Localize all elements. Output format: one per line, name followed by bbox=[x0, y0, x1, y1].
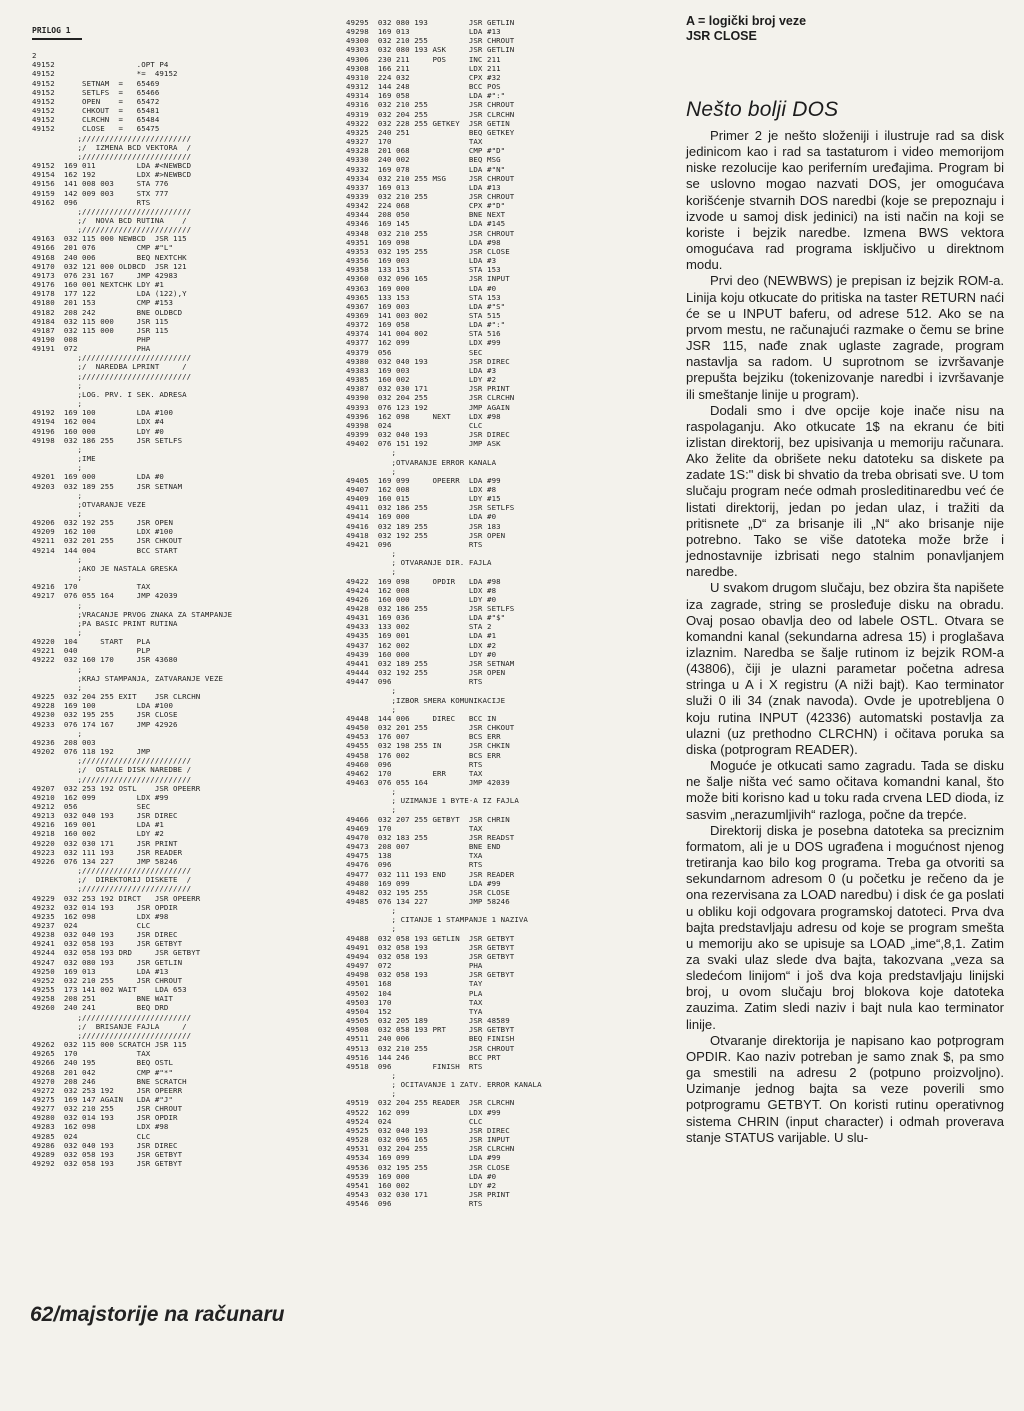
code-line: ; CITANJE 1 STAMPANJE 1 NAZIVA bbox=[346, 915, 528, 925]
code-line: 49241 032 058 193 JSR GETBYT bbox=[32, 939, 183, 949]
code-line: 49473 208 007 BNE END bbox=[346, 842, 501, 852]
code-line: 49223 032 111 193 JSR READER bbox=[32, 847, 183, 857]
code-line: 49300 032 210 255 JSR CHROUT bbox=[346, 36, 515, 46]
code-line: ;KRAJ STAMPANJA, ZATVARANJE VEZE bbox=[32, 673, 224, 683]
code-line: 49314 169 058 LDA #":" bbox=[346, 91, 506, 101]
code-line: ; bbox=[32, 600, 83, 610]
code-line: ;/ NAREDBA LPRINT / bbox=[32, 362, 187, 372]
code-line: 49353 032 195 255 JSR CLOSE bbox=[346, 246, 510, 256]
code-line: 49298 169 013 LDA #13 bbox=[346, 27, 501, 37]
code-line: 49255 173 141 002 WAIT LDA 653 bbox=[32, 985, 187, 995]
code-line: 49275 169 147 AGAIN LDA #"J" bbox=[32, 1094, 174, 1104]
code-line: 49455 032 198 255 IN JSR CHKIN bbox=[346, 741, 510, 751]
code-line: ;/ IZMENA BCD VEKTORA / bbox=[32, 142, 192, 152]
article-column bbox=[686, 14, 1004, 1146]
code-line: 49308 166 211 LDX 211 bbox=[346, 63, 501, 73]
code-line: 49546 096 RTS bbox=[346, 1199, 483, 1209]
code-line: 49488 032 058 193 GETLIN JSR GETBYT bbox=[346, 933, 515, 943]
code-line: ; bbox=[32, 380, 83, 390]
code-line: 49310 224 032 CPX #32 bbox=[346, 72, 501, 82]
code-line: 49306 230 211 POS INC 211 bbox=[346, 54, 501, 64]
article-paragraph: Dodali smo i dve opcije koje inače nisu na raspolaganju. Ako otkucate 1$ na ekranu će biti izlistan direktorij, bez upisivanja u memoriju računara. Ako želite da obrišete neku datoteku sa diskete pa zadate 1S:" disk bi shvatio da treba obrisati sve. U tom slučaju program neće odmah prosleditinaredbu već će listati direktorij, jedan po jedan ulaz, i tražiti da pritisnete „D“ za brisanje ili „N“ ako brisanje nije potrebno. Tako se više datoteka može brže i jednostavnije izbrisati nego stalnim ponavljanjem naredbe. bbox=[686, 402, 1004, 580]
code-line: 49411 032 186 255 JSR SETLFS bbox=[346, 503, 515, 513]
code-line: 49351 169 098 LDA #98 bbox=[346, 237, 501, 247]
code-line: 49501 168 TAY bbox=[346, 979, 483, 989]
code-line: 49213 032 040 193 JSR DIREC bbox=[32, 811, 178, 821]
code-line: 49393 076 123 192 JMP AGAIN bbox=[346, 402, 510, 412]
code-line: 49152 CLRCHN = 65484 bbox=[32, 115, 160, 125]
code-line: 49266 240 195 BEQ OSTL bbox=[32, 1058, 174, 1068]
code-line: 49447 096 RTS bbox=[346, 677, 483, 687]
listing-title: PRILOG 1 bbox=[32, 26, 71, 35]
code-line: 49312 144 248 BCC POS bbox=[346, 82, 501, 92]
code-line: 49462 170 ERR TAX bbox=[346, 768, 483, 778]
code-line: 49180 201 153 CMP #153 bbox=[32, 298, 174, 308]
code-line: 2 bbox=[32, 51, 37, 61]
code-line: ; bbox=[346, 448, 397, 458]
code-line: 49268 201 042 CMP #"*" bbox=[32, 1067, 174, 1077]
code-line: ;/ OSTALE DISK NAREDBE / bbox=[32, 765, 192, 775]
code-line: 49469 170 TAX bbox=[346, 823, 483, 833]
code-line: 49258 208 251 BNE WAIT bbox=[32, 994, 174, 1004]
code-line: ;VRACANJE PRVOG ZNAKA ZA STAMPANJE bbox=[32, 609, 233, 619]
code-line: 49152 SETLFS = 65466 bbox=[32, 87, 160, 97]
code-line: 49156 141 008 003 STA 776 bbox=[32, 179, 169, 189]
code-line: 49152 OPEN = 65472 bbox=[32, 96, 160, 106]
code-line: 49170 032 121 000 OLDBCD JSR 121 bbox=[32, 261, 187, 271]
code-line: 49475 138 TXA bbox=[346, 851, 483, 861]
article-paragraph: Otvaranje direktorija je napisano kao potprogram OPDIR. Kao naziv potreban je samo znak $, pa smo ga smestili na adresu 2 (potpuno proizvoljno). Uzimanje jednog bajta sa veze poverili smo potprogramu GETBYT. On koristi rutinu operativnog sistema CHRIN (input character) i odmah proverava stanje STATUS varijable. U slu- bbox=[686, 1032, 1004, 1145]
code-line: ;/ NOVA BCD RUTINA / bbox=[32, 215, 187, 225]
code-line: 49325 240 251 BEQ GETKEY bbox=[346, 127, 515, 137]
code-line: 49374 141 004 002 STA 516 bbox=[346, 329, 501, 339]
code-line: ;//////////////////////// bbox=[32, 151, 192, 161]
code-line: ; bbox=[346, 805, 397, 815]
code-line: 49534 169 099 LDA #99 bbox=[346, 1153, 501, 1163]
code-line: 49482 032 195 255 JSR CLOSE bbox=[346, 887, 510, 897]
code-line: 49372 169 058 LDA #":" bbox=[346, 320, 506, 330]
code-line: 49210 162 099 LDX #99 bbox=[32, 792, 169, 802]
code-line: 49508 032 058 193 PRT JSR GETBYT bbox=[346, 1025, 515, 1035]
code-line: 49431 169 036 LDA #"$" bbox=[346, 613, 506, 623]
code-line: ;//////////////////////// bbox=[32, 774, 192, 784]
code-line: 49173 076 231 167 JMP 42983 bbox=[32, 270, 178, 280]
code-line: ; bbox=[346, 549, 397, 559]
code-line: 49422 169 098 OPDIR LDA #98 bbox=[346, 576, 501, 586]
code-line: 49543 032 030 171 JSR PRINT bbox=[346, 1190, 510, 1199]
code-line: 49409 160 015 LDY #15 bbox=[346, 494, 501, 504]
code-line: 49166 201 076 CMP #"L" bbox=[32, 243, 174, 253]
code-line: 49247 032 080 193 JSR GETLIN bbox=[32, 957, 183, 967]
code-line: 49414 169 000 LDA #0 bbox=[346, 512, 497, 522]
code-line: 49152 .OPT P4 bbox=[32, 60, 169, 70]
code-line: 49539 169 000 LDA #0 bbox=[346, 1171, 497, 1181]
code-line: 49531 032 204 255 JSR CLRCHN bbox=[346, 1144, 515, 1154]
code-line: 49518 096 FINISH RTS bbox=[346, 1061, 483, 1071]
code-line: 49270 208 246 BNE SCRATCH bbox=[32, 1076, 187, 1086]
code-line: ; bbox=[32, 490, 83, 500]
code-line: ;//////////////////////// bbox=[32, 1030, 192, 1040]
code-line: 49339 032 210 255 JSR CHROUT bbox=[346, 191, 515, 201]
code-line: 49424 162 008 LDX #8 bbox=[346, 585, 497, 595]
code-line: 49206 032 192 255 JSR OPEN bbox=[32, 518, 174, 528]
code-line: ;PA BASIC PRINT RUTINA bbox=[32, 618, 178, 628]
code-line: 49216 169 001 LDA #1 bbox=[32, 820, 164, 830]
article-body bbox=[686, 128, 1004, 1146]
code-line: 49528 032 096 165 JSR INPUT bbox=[346, 1135, 510, 1145]
code-line: 49159 142 009 003 STX 777 bbox=[32, 188, 169, 198]
code-line: 49522 162 099 LDX #99 bbox=[346, 1107, 501, 1117]
code-line: 49390 032 204 255 JSR CLRCHN bbox=[346, 393, 515, 403]
note-line-2: JSR CLOSE bbox=[686, 29, 757, 43]
code-line: 49316 032 210 255 JSR CHROUT bbox=[346, 100, 515, 110]
code-line: 49216 170 TAX bbox=[32, 582, 151, 592]
code-line: 49504 152 TYA bbox=[346, 1006, 483, 1016]
code-line: 49383 169 003 LDA #3 bbox=[346, 365, 497, 375]
note-line-1: A = logički broj veze bbox=[686, 14, 807, 28]
code-line: ;//////////////////////// bbox=[32, 884, 192, 894]
code-line: 49426 160 000 LDY #0 bbox=[346, 594, 497, 604]
code-line: 49379 056 SEC bbox=[346, 347, 483, 357]
code-line: 49480 169 099 LDA #99 bbox=[346, 878, 501, 888]
code-line: 49498 032 058 193 JSR GETBYT bbox=[346, 970, 515, 980]
code-line: ; UZIMANJE 1 BYTE-A IZ FAJLA bbox=[346, 796, 519, 806]
code-line: 49232 032 014 193 JSR OPDIR bbox=[32, 902, 178, 912]
code-line: ; bbox=[32, 463, 83, 473]
code-line: 49235 162 098 LDX #98 bbox=[32, 911, 169, 921]
code-line: 49191 072 PHA bbox=[32, 344, 151, 354]
code-line: 49207 032 253 192 OSTL JSR OPEERR bbox=[32, 783, 201, 793]
code-line: 49237 024 CLC bbox=[32, 921, 151, 930]
code-line: 49453 176 007 BCS ERR bbox=[346, 732, 501, 742]
code-line: 49463 076 055 164 JMP 42039 bbox=[346, 777, 510, 787]
code-line: ; bbox=[346, 466, 397, 476]
code-line: 49491 032 058 193 JSR GETBYT bbox=[346, 942, 515, 952]
code-line: ;//////////////////////// bbox=[32, 756, 192, 766]
code-line: 49178 177 122 LDA (122),Y bbox=[32, 289, 187, 299]
middle-code-listing bbox=[346, 18, 646, 1208]
code-line: 49342 224 068 CPX #"D" bbox=[346, 201, 506, 211]
code-line: 49477 032 111 193 END JSR READER bbox=[346, 869, 515, 879]
code-line: 49217 076 055 164 JMP 42039 bbox=[32, 591, 178, 601]
code-line: 49525 032 040 193 JSR DIREC bbox=[346, 1125, 510, 1135]
code-line: 49152 CLOSE = 65475 bbox=[32, 124, 160, 134]
code-line: 49322 032 228 255 GETKEY JSR GETIN bbox=[346, 118, 510, 128]
code-line: 49221 040 PLP bbox=[32, 646, 151, 656]
code-line: 49334 032 210 255 MSG JSR CHROUT bbox=[346, 173, 515, 183]
code-line: ;/ DIREKTORIJ DISKETE / bbox=[32, 875, 192, 885]
code-line: 49285 024 CLC bbox=[32, 1131, 151, 1141]
code-line: 49163 032 115 000 NEWBCD JSR 115 bbox=[32, 234, 187, 244]
code-line: 49228 169 100 LDA #100 bbox=[32, 701, 174, 711]
code-line: 49265 170 TAX bbox=[32, 1049, 151, 1059]
code-line: 49303 032 080 193 ASK JSR GETLIN bbox=[346, 45, 515, 55]
page-footer: 62/majstorije na računaru bbox=[30, 1303, 285, 1326]
article-paragraph: Direktorij diska je posebna datoteka sa preciznim formatom, ali je u DOS ugrađena i mogućnost njenog tretiranja kao bilo kog programa. Treba ga otvoriti sa sekundarnom adresom 0 (u početku je rečeno da je ona rezervisana za LOAD naredbu) i disk će ga poslati u obliku koji odgovara programskoj datoteci. Prva dva bajta predstavljaju adresu od koje se program smešta u memoriju ako se upisuje sa LOAD „ime“,8,1. Zatim za svaki ulaz slede dva bajta, takozvana „veza sa sledećom linijom“ i još dva koja predstavljaju linijski broj, u ovom slučaju broj blokova koje datoteka zauzima. Zatim sledi naziv i bajt nula kao terminator linije. bbox=[686, 822, 1004, 1032]
code-line: 49494 032 058 193 JSR GETBYT bbox=[346, 951, 515, 961]
code-line: 49502 104 PLA bbox=[346, 988, 483, 998]
code-line: 49230 032 195 255 JSR CLOSE bbox=[32, 710, 178, 720]
code-line: 49439 160 000 LDY #0 bbox=[346, 649, 497, 659]
code-line: 49187 032 115 000 JSR 115 bbox=[32, 325, 169, 335]
code-line: 49380 032 040 193 JSR DIREC bbox=[346, 356, 510, 366]
code-line: ;//////////////////////// bbox=[32, 371, 192, 381]
code-line: 49466 032 207 255 GETBYT JSR CHRIN bbox=[346, 814, 510, 824]
code-line: 49416 032 189 255 JSR 183 bbox=[346, 521, 501, 531]
code-line: 49385 160 002 LDY #2 bbox=[346, 375, 497, 385]
left-code-listing bbox=[32, 42, 332, 1168]
code-line: ; bbox=[32, 508, 83, 518]
code-line: 49192 169 100 LDA #100 bbox=[32, 408, 174, 418]
code-line: 49524 024 CLC bbox=[346, 1116, 483, 1126]
code-line: 49292 032 058 193 JSR GETBYT bbox=[32, 1159, 183, 1169]
code-line: 49152 169 011 LDA #<NEWBCD bbox=[32, 161, 192, 171]
article-paragraph: U svakom drugom slučaju, bez obzira šta napišete iza zagrade, string se prosleđuje disku na obradu. Ovaj posao obavlja deo od labele OSTL. Otvara se komandni kanal (sekundarna adresa 15) i proglašava izlaznim. Naredba se šalje rutinom iz bejzik ROM-a (43806), čiji je ulazni parametar početna adresa stringa u A i X registru (A niži bajt). Kao terminator služi 0 ili 34 (znak navoda). Ovde je upotrebljena 0 koju rutina INPUT (42336) automatski postavlja za ulazni (uz prethodno CLRCHN) i očitava poruka sa diska (potprogram READER). bbox=[686, 580, 1004, 757]
code-line: 49536 032 195 255 JSR CLOSE bbox=[346, 1162, 510, 1172]
code-line: 49152 CHKOUT = 65481 bbox=[32, 106, 160, 116]
code-line: 49369 141 003 002 STA 515 bbox=[346, 311, 501, 320]
code-line: 49330 240 002 BEQ MSG bbox=[346, 155, 501, 165]
code-line: 49319 032 204 255 JSR CLRCHN bbox=[346, 109, 515, 119]
code-line: 49513 032 210 255 JSR CHROUT bbox=[346, 1043, 515, 1053]
code-line: 49250 169 013 LDA #13 bbox=[32, 966, 169, 976]
code-line: 49377 162 099 LDX #99 bbox=[346, 338, 501, 348]
code-line: 49152 SETNAM = 65469 bbox=[32, 78, 160, 88]
code-line: 49220 104 START PLA bbox=[32, 637, 151, 647]
code-line: 49202 076 118 192 JMP bbox=[32, 747, 151, 757]
code-line: ; bbox=[346, 1070, 397, 1080]
code-line: 49444 032 192 255 JSR OPEN bbox=[346, 668, 506, 678]
code-line: ; bbox=[32, 554, 83, 564]
code-line: 49277 032 210 255 JSR CHROUT bbox=[32, 1104, 183, 1114]
code-line: 49428 032 186 255 JSR SETLFS bbox=[346, 604, 515, 613]
code-line: ; bbox=[346, 686, 397, 696]
code-line: 49399 032 040 193 JSR DIREC bbox=[346, 430, 510, 440]
code-line: ;//////////////////////// bbox=[32, 1012, 192, 1022]
code-line: ; bbox=[346, 567, 397, 577]
code-line: ; bbox=[346, 704, 397, 714]
code-line: 49152 *= 49152 bbox=[32, 69, 178, 79]
code-line: 49332 169 078 LDA #"N" bbox=[346, 164, 506, 174]
code-line: 49433 133 002 STA 2 bbox=[346, 622, 492, 632]
code-line: 49396 162 098 NEXT LDX #98 bbox=[346, 411, 501, 421]
code-line: 49280 032 014 193 JSR OPDIR bbox=[32, 1113, 178, 1123]
code-line: ;LOG. PRV. I SEK. ADRESA bbox=[32, 389, 187, 399]
code-line: 49407 162 008 LDX #8 bbox=[346, 484, 497, 494]
code-line: 49260 240 241 BEQ DRD bbox=[32, 1003, 169, 1013]
code-line: 49154 162 192 LDX #>NEWBCD bbox=[32, 170, 192, 180]
code-line: 49497 072 PHA bbox=[346, 961, 483, 971]
code-line: 49252 032 210 255 JSR CHROUT bbox=[32, 975, 183, 985]
code-line: 49222 032 160 170 JSR 43680 bbox=[32, 655, 178, 665]
code-line: 49405 169 099 OPEERR LDA #99 bbox=[346, 475, 501, 485]
code-line: 49365 133 153 STA 153 bbox=[346, 292, 501, 302]
code-line: 49218 160 002 LDY #2 bbox=[32, 829, 164, 839]
code-line: ; bbox=[32, 628, 83, 637]
code-line: ; bbox=[32, 682, 83, 692]
code-line: 49225 032 204 255 EXIT JSR CLRCHN bbox=[32, 692, 201, 702]
code-line: 49209 162 100 LDX #100 bbox=[32, 527, 174, 537]
article-paragraph: Primer 2 je nešto složeniji i ilustruje rad sa disk jedinicom kao i rad sa tastaturom i video memorijom niske rezolucije kao periferním uređajima. Program bi se uslovno mogao nazvati DOS, jer omogućava korišćenje stvarnih DOS naredbi (koje se prepoznaju i izvode u samoj disk jedinici) na isti način na koji se koriste i bejzik naredbe. Izmena BWS vektora omogućava rad programa isključivo u direktnom modu. bbox=[686, 128, 1004, 273]
code-line: 49516 144 246 BCC PRT bbox=[346, 1052, 501, 1062]
code-line: 49190 008 PHP bbox=[32, 335, 151, 344]
code-line: ; OCITAVANJE 1 ZATV. ERROR KANALA bbox=[346, 1080, 542, 1090]
code-line: 49458 176 002 BCS ERR bbox=[346, 750, 501, 760]
code-line: 49398 024 CLC bbox=[346, 420, 483, 430]
code-line: ; bbox=[32, 664, 83, 674]
code-line: 49503 170 TAX bbox=[346, 997, 483, 1007]
code-line: ;//////////////////////// bbox=[32, 866, 192, 876]
code-line: 49421 096 RTS bbox=[346, 539, 483, 549]
code-line: 49337 169 013 LDA #13 bbox=[346, 182, 501, 192]
article-heading: Nešto bolji DOS bbox=[686, 98, 839, 121]
code-line: 49402 076 151 192 JMP ASK bbox=[346, 439, 501, 449]
code-line: 49470 032 183 255 JSR READST bbox=[346, 832, 515, 842]
code-line: 49196 160 000 LDY #0 bbox=[32, 426, 164, 436]
code-line: 49344 208 050 BNE NEXT bbox=[346, 210, 506, 220]
code-line: ; bbox=[32, 728, 83, 738]
code-line: 49437 162 002 LDX #2 bbox=[346, 640, 497, 650]
code-line: ;OTVARANJE ERROR KANALA bbox=[346, 457, 497, 467]
code-line: ; bbox=[32, 573, 83, 583]
code-line: ; bbox=[346, 906, 397, 916]
code-line: 49327 170 TAX bbox=[346, 137, 483, 147]
code-line: 49182 208 242 BNE OLDBCD bbox=[32, 307, 183, 317]
code-line: 49387 032 030 171 JSR PRINT bbox=[346, 384, 510, 394]
code-line: ;//////////////////////// bbox=[32, 133, 192, 143]
code-line: 49511 240 006 BEQ FINISH bbox=[346, 1034, 515, 1044]
code-line: 49450 032 201 255 JSR CHKOUT bbox=[346, 723, 515, 733]
code-line: 49448 144 006 DIREC BCC IN bbox=[346, 713, 497, 723]
code-line: 49289 032 058 193 JSR GETBYT bbox=[32, 1149, 183, 1159]
code-line: 49236 208 003 bbox=[32, 737, 96, 747]
code-line: 49198 032 186 255 JSR SETLFS bbox=[32, 435, 183, 445]
code-line: ;//////////////////////// bbox=[32, 225, 192, 235]
code-line: 49203 032 189 255 JSR SETNAM bbox=[32, 481, 183, 491]
code-line: 49229 032 253 192 DIRCT JSR OPEERR bbox=[32, 893, 201, 903]
code-line: 49272 032 253 192 JSR OPEERR bbox=[32, 1085, 183, 1095]
code-line: ; bbox=[32, 399, 83, 409]
code-line: 49485 076 134 227 JMP 58246 bbox=[346, 897, 510, 906]
code-line: 49356 169 003 LDA #3 bbox=[346, 256, 497, 266]
article-paragraph: Prvi deo (NEWBWS) je prepisan iz bejzik ROM-a. Linija koju otkucate do pritiska na taster RETURN naći će se u INPUT baferu, od adrese 512. Ako se na prvom mestu, ne računajući razmake o čemu se brine JSR 115, nađe znak uglaste zagrade, program nastavlja sa radom. U suprotnom se izvršavanje prepušta bejziku (tokenizovanje naredbi i izvršavanje ili smeštanje linije u program). bbox=[686, 273, 1004, 402]
code-line: ;IZBOR SMERA KOMUNIKACIJE bbox=[346, 695, 506, 705]
code-line: ;AKO JE NASTALA GRESKA bbox=[32, 563, 178, 573]
code-line: ; bbox=[32, 444, 83, 454]
code-line: ;//////////////////////// bbox=[32, 206, 192, 216]
code-line: ; bbox=[346, 1089, 397, 1099]
code-line: 49238 032 040 193 JSR DIREC bbox=[32, 930, 178, 940]
code-line: 49476 096 RTS bbox=[346, 860, 483, 870]
code-line: 49460 096 RTS bbox=[346, 759, 483, 769]
code-line: 49244 032 058 193 DRD JSR GETBYT bbox=[32, 948, 201, 958]
code-line: 49262 032 115 000 SCRATCH JSR 115 bbox=[32, 1040, 187, 1050]
code-line: 49519 032 204 255 READER JSR CLRCHN bbox=[346, 1098, 515, 1108]
code-line: ;OTVARANJE VEZE bbox=[32, 499, 146, 509]
code-line: 49505 032 205 189 JSR 48589 bbox=[346, 1016, 510, 1026]
code-line: 49363 169 000 LDA #0 bbox=[346, 283, 497, 293]
code-line: 49295 032 080 193 JSR GETLIN bbox=[346, 18, 515, 27]
code-line: 49435 169 001 LDA #1 bbox=[346, 631, 497, 641]
code-line: 49286 032 040 193 JSR DIREC bbox=[32, 1140, 178, 1150]
code-line: 49220 032 030 171 JSR PRINT bbox=[32, 838, 178, 848]
code-line: 49214 144 004 BCC START bbox=[32, 545, 178, 555]
code-line: 49184 032 115 000 JSR 115 bbox=[32, 316, 169, 326]
code-line bbox=[32, 42, 332, 51]
code-line: ; OTVARANJE DIR. FAJLA bbox=[346, 558, 492, 568]
code-line: 49367 169 003 LDA #"S" bbox=[346, 301, 506, 311]
code-line: ; bbox=[346, 924, 397, 934]
title-underline bbox=[32, 38, 82, 40]
code-line: 49541 160 002 LDY #2 bbox=[346, 1180, 497, 1190]
code-line: 49233 076 174 167 JMP 42926 bbox=[32, 719, 178, 729]
code-line: ;IME bbox=[32, 454, 96, 464]
code-line: 49201 169 000 LDA #0 bbox=[32, 472, 164, 482]
code-line: 49283 162 098 LDX #98 bbox=[32, 1122, 169, 1132]
code-line: ; bbox=[346, 787, 397, 797]
code-line: 49162 096 RTS bbox=[32, 197, 151, 207]
code-line: ;/ BRISANJE FAJLA / bbox=[32, 1021, 187, 1031]
code-line: 49168 240 006 BEQ NEXTCHK bbox=[32, 252, 187, 262]
code-line: 49194 162 004 LDX #4 bbox=[32, 417, 164, 427]
code-line: ;//////////////////////// bbox=[32, 353, 192, 363]
code-line: 49211 032 201 255 JSR CHKOUT bbox=[32, 536, 183, 546]
code-line: 49176 160 001 NEXTCHK LDY #1 bbox=[32, 280, 164, 290]
code-line: 49346 169 145 LDA #145 bbox=[346, 219, 506, 229]
code-line: 49418 032 192 255 JSR OPEN bbox=[346, 530, 506, 540]
code-line: 49360 032 096 165 JSR INPUT bbox=[346, 274, 510, 284]
code-line: 49212 056 SEC bbox=[32, 801, 151, 811]
code-line: 49441 032 189 255 JSR SETNAM bbox=[346, 658, 515, 668]
code-line: 49226 076 134 227 JMP 58246 bbox=[32, 856, 178, 866]
code-line: 49328 201 068 CMP #"D" bbox=[346, 146, 506, 156]
code-line: 49348 032 210 255 JSR CHROUT bbox=[346, 228, 515, 238]
article-paragraph: Moguće je otkucati samo zagradu. Tada se disku ne šalje ništa već samo očitava komandni kanal, što može biti korisno kad u toku rada crvena LED dioda, iz sasvim „nerazumljivih“ razloga, počne da trepće. bbox=[686, 758, 1004, 822]
code-line: 49358 133 153 STA 153 bbox=[346, 265, 501, 275]
